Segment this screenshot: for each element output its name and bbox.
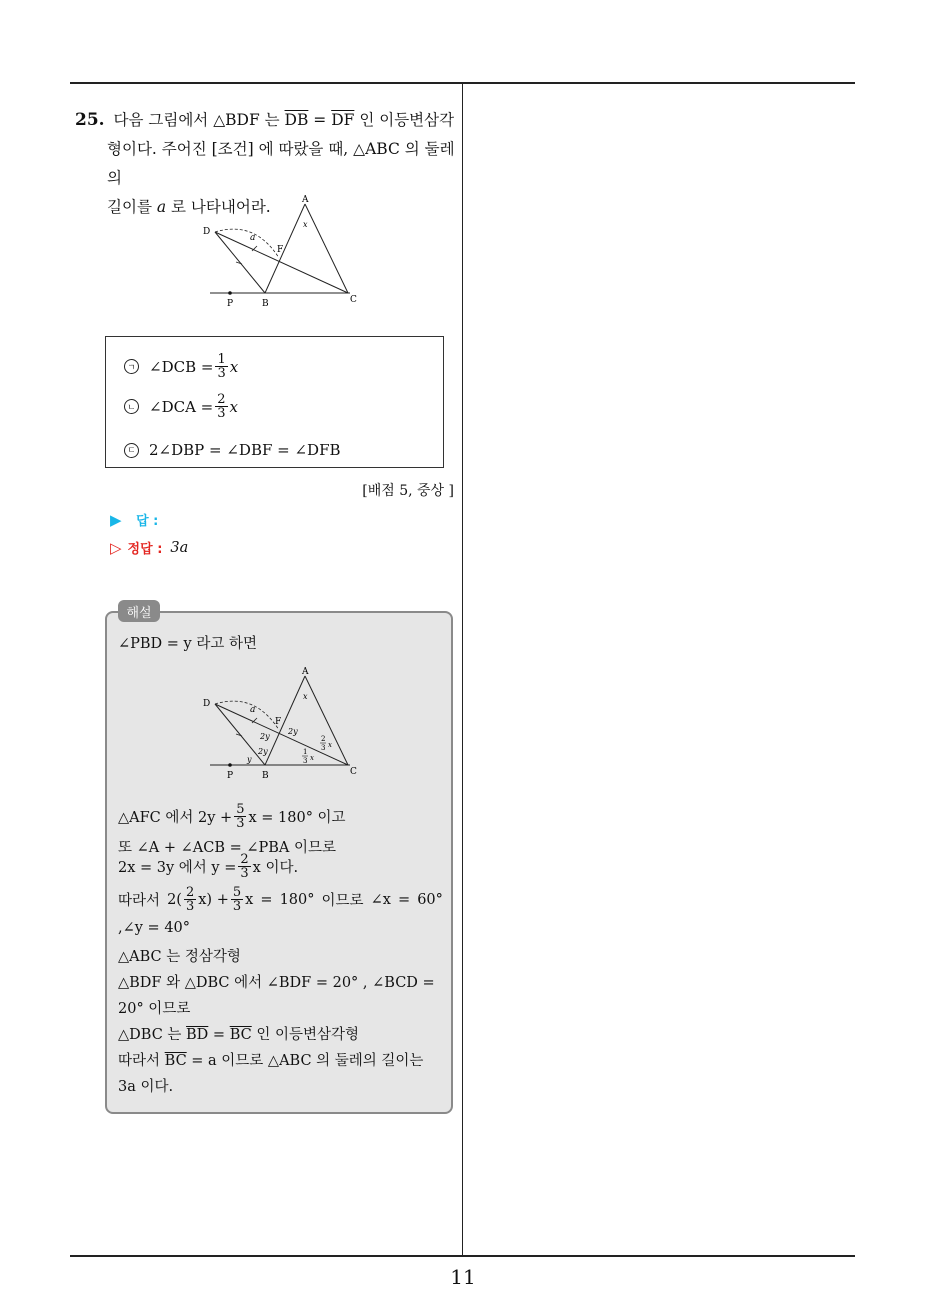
fraction: $\frac{2}{3}$: [240, 852, 249, 881]
side-ab: [265, 204, 305, 293]
side-ab: [265, 676, 308, 765]
label-a-length: a: [250, 233, 256, 243]
label-a-length: a: [250, 705, 256, 715]
question-line-2: 형이다. 주어진 [조건] 에 따랐을 때, △ABC 의 둘레의: [107, 140, 455, 187]
label-x: x: [303, 692, 308, 701]
answer-label: 답 :: [136, 514, 159, 529]
question-line-1: [75, 106, 457, 135]
segment-db: $\overline{DB}$: [284, 111, 309, 129]
label-p: P: [227, 299, 234, 309]
segment-dc-line: [215, 704, 348, 765]
label-frac-den: 3: [321, 744, 326, 752]
segment-df: $\overline{DF}$: [331, 111, 355, 129]
label-y: y: [247, 755, 252, 764]
label-2y: 2y: [288, 727, 298, 736]
label-2y: 2y: [258, 747, 268, 756]
circled-digeut: ㄷ: [124, 443, 139, 458]
question-text: 길이를: [107, 198, 157, 216]
correct-answer-row: [110, 538, 188, 557]
label-c: C: [350, 767, 357, 777]
side-ac: [305, 204, 348, 293]
solution-line-10: 따라서 $\overline{BC} = a$ 이므로 △ABC 의 둘레의 길이는: [118, 1053, 424, 1069]
equals-sign: =: [308, 111, 332, 129]
variable-a: a: [156, 198, 167, 216]
condition-lhs: ∠DCA =: [149, 397, 214, 416]
correct-answer-label: 정답 :: [127, 542, 163, 557]
question-text: 로 나타내어라.: [166, 198, 271, 216]
label-2y: 2y: [260, 732, 270, 741]
variable-x: x: [229, 357, 239, 376]
solution-line-3: 2x = 3y 에서 y = $\frac{2}{3}$ x 이다.: [118, 852, 299, 881]
conditions-box: [105, 336, 444, 468]
label-d: D: [203, 699, 211, 709]
condition-1: [124, 353, 238, 380]
point-p: [228, 763, 232, 767]
label-f: F: [275, 717, 282, 727]
point-p: [228, 291, 232, 295]
label-frac-den: 3: [303, 757, 308, 765]
solution-line-5: ,∠y = 40°: [118, 920, 191, 936]
label-c: C: [350, 295, 357, 305]
solution-line-2: 또 ∠A + ∠ACB = ∠PBA 이므로: [118, 840, 337, 856]
fraction: $\frac{2}{3}$: [185, 885, 195, 914]
correct-answer-value: 3a: [170, 539, 189, 556]
label-f: F: [277, 245, 284, 255]
solution-line-7: △BDF 와 △DBC 에서 ∠BDF = 20° , ∠BCD =: [118, 975, 435, 991]
label-frac-num: 1: [303, 748, 308, 756]
solution-line-11: 3a 이다.: [118, 1079, 174, 1095]
question-number: 25.: [75, 110, 105, 130]
answer-row: [110, 510, 158, 529]
score-label: [배점 5, 중상 ]: [362, 483, 454, 499]
column-divider: [462, 82, 463, 1257]
solution-intro: ∠PBD = y 라고 하면: [118, 636, 257, 652]
label-d: D: [203, 227, 211, 237]
circled-nieun: ㄴ: [124, 399, 139, 414]
outline-play-icon: ▷: [110, 538, 122, 557]
label-x: x: [303, 220, 308, 229]
triangle-figure: [195, 192, 365, 312]
solution-line-1: △AFC 에서 2y + $\frac{5}{3}$ x = 180° 이고: [118, 802, 346, 831]
fraction: $\frac{5}{3}$: [232, 885, 242, 914]
solution-tab: 해설: [118, 600, 160, 622]
segment-dc-line: [215, 232, 348, 293]
label-p: P: [227, 771, 234, 781]
solution-line-4: 따라서 2( $\frac{2}{3}$ x) + $\frac{5}{3}$ x = 180° 이므로 ∠x = 60°: [118, 885, 443, 914]
tick-mark: [236, 734, 242, 736]
label-b: B: [262, 771, 269, 781]
label-a: A: [302, 667, 309, 677]
variable-x: x: [229, 397, 238, 416]
solution-line-6: △ABC 는 정삼각형: [118, 949, 241, 965]
side-ac: [305, 676, 348, 765]
fraction: $\frac{1}{3}$: [217, 352, 226, 381]
label-frac-num: 2: [321, 735, 326, 743]
label-b: B: [262, 299, 269, 309]
fraction: $\frac{2}{3}$: [217, 392, 226, 421]
question-text: 다음 그림에서 △BDF 는: [113, 111, 285, 129]
label-x: x: [328, 741, 332, 749]
segment-db-line: [215, 232, 265, 293]
play-icon: ▶: [110, 511, 122, 529]
solution-line-8: 20° 이므로: [118, 1001, 191, 1017]
condition-text: 2∠DBP = ∠DBF = ∠DFB: [149, 441, 341, 459]
solution-line-9: △DBC 는 $\overline{BD} = \overline{BC}$ 인 이등변삼각형: [118, 1027, 359, 1043]
condition-2: [124, 393, 238, 420]
label-x: x: [310, 754, 314, 762]
condition-3: [124, 441, 341, 459]
question-text: 인 이등변삼각: [354, 111, 455, 129]
circled-giyeok: ㄱ: [124, 359, 139, 374]
tick-mark: [236, 262, 242, 264]
bottom-rule: [70, 1255, 855, 1257]
label-a: A: [302, 195, 309, 205]
fraction: $\frac{5}{3}$: [236, 802, 245, 831]
page-number: 11: [450, 1265, 476, 1289]
solution-figure: [195, 664, 365, 784]
condition-lhs: ∠DCB =: [149, 357, 214, 376]
